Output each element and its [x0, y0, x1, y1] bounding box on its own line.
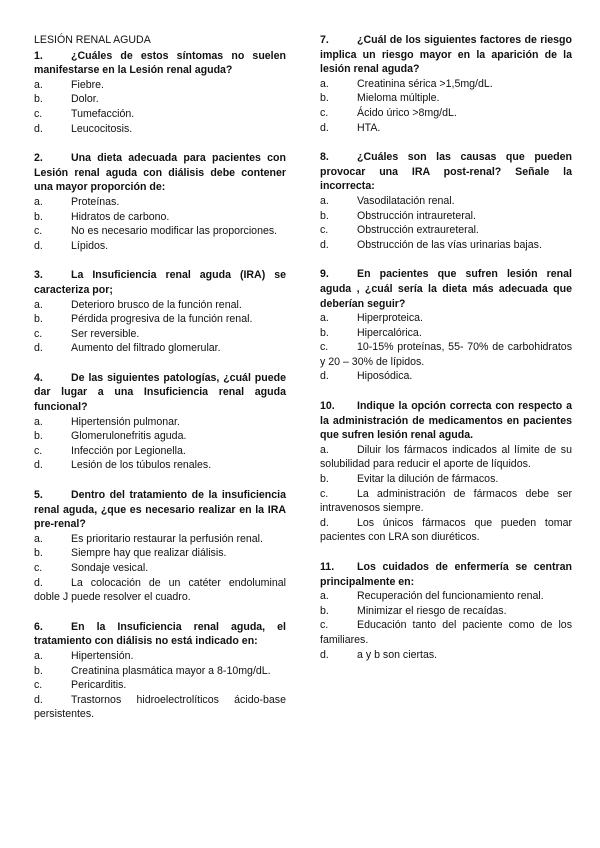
option-text: Lípidos. — [71, 239, 109, 252]
option-c — [320, 618, 572, 647]
option-text: Vasodilatación renal. — [357, 194, 455, 207]
question-number: 8. — [320, 151, 329, 164]
option-d — [34, 693, 286, 722]
option-text: Siempre hay que realizar diálisis. — [71, 547, 227, 560]
option-text: Glomerulonefritis aguda. — [71, 430, 187, 443]
option-text: Ácido úrico >8mg/dL. — [357, 106, 457, 119]
question-stem: Indique la opción correcta con respecto a la administración de medicamentos en pacientes que sufren lesión renal aguda. — [320, 400, 572, 442]
option-c — [34, 561, 286, 576]
option-d — [34, 458, 286, 473]
option-d — [34, 122, 286, 137]
option-letter: b. — [34, 430, 43, 443]
option-b — [320, 209, 572, 224]
option-text: Es prioritario restaurar la perfusión renal. — [71, 532, 263, 545]
option-letter: b. — [34, 547, 43, 560]
option-text: Diluir los fármacos indicados al límite de su solubilidad para reducir el aporte de líquidos. — [320, 443, 572, 471]
question-text — [320, 560, 572, 589]
option-letter: d. — [34, 459, 43, 472]
option-text: Obstrucción intraureteral. — [357, 209, 476, 222]
option-c — [320, 106, 572, 121]
option-text: La colocación de un catéter endoluminal doble J puede resolver el cuadro. — [34, 576, 286, 604]
option-letter: b. — [320, 209, 329, 222]
option-letter: a. — [34, 78, 43, 91]
option-letter: d. — [320, 516, 329, 529]
option-letter: d. — [320, 121, 329, 134]
question-stem: Los cuidados de enfermería se centran principalmente en: — [320, 561, 572, 588]
option-a — [34, 649, 286, 664]
option-text: Hiposódica. — [357, 370, 413, 383]
option-letter: a. — [34, 195, 43, 208]
option-letter: d. — [320, 648, 329, 661]
option-text: Pérdida progresiva de la función renal. — [71, 313, 253, 326]
option-d — [320, 648, 572, 663]
question-stem: La Insuficiencia renal aguda (IRA) se caracteriza por; — [34, 269, 286, 296]
option-letter: b. — [34, 664, 43, 677]
option-a — [320, 311, 572, 326]
question-number: 4. — [34, 371, 43, 384]
option-b — [34, 92, 286, 107]
option-text: Aumento del filtrado glomerular. — [71, 342, 221, 355]
option-a — [320, 77, 572, 92]
question-text — [320, 267, 572, 311]
option-d — [320, 516, 572, 545]
option-letter: c. — [34, 225, 43, 238]
question-text — [34, 151, 286, 195]
question-8 — [320, 150, 572, 252]
option-text: Pericarditis. — [71, 679, 127, 692]
question-number: 1. — [34, 49, 43, 62]
option-d — [320, 369, 572, 384]
option-text: Sondaje vesical. — [71, 562, 149, 574]
option-letter: a. — [34, 532, 43, 545]
question-stem: ¿Cuál de los siguientes factores de riesgo implica un riesgo mayor en la aparición de la lesión renal aguda? — [320, 34, 572, 76]
option-b — [34, 210, 286, 225]
option-text: Hiperproteica. — [357, 312, 423, 325]
option-text: Creatinina plasmática mayor a 8-10mg/dL. — [71, 664, 271, 677]
option-letter: b. — [34, 210, 43, 223]
option-a — [34, 415, 286, 430]
option-letter: c. — [34, 679, 43, 692]
option-text: Hidratos de carbono. — [71, 210, 170, 223]
option-c — [320, 340, 572, 369]
option-text: La administración de fármacos debe ser intravenosos siempre. — [320, 487, 572, 515]
option-d — [34, 239, 286, 254]
question-stem: Dentro del tratamiento de la insuficiencia renal aguda, ¿que es necesario realizar en la IRA pre-renal? — [34, 489, 286, 531]
option-a — [34, 78, 286, 93]
option-text: No es necesario modificar las proporciones. — [71, 225, 278, 238]
question-number: 9. — [320, 268, 329, 281]
question-stem: ¿Cuáles de estos síntomas no suelen manifestarse en la Lesión renal aguda? — [34, 49, 286, 77]
option-text: Leucocitosis. — [71, 122, 133, 135]
option-b — [320, 326, 572, 341]
question-5 — [34, 488, 286, 605]
option-b — [320, 472, 572, 487]
option-c — [34, 444, 286, 459]
option-letter: d. — [320, 370, 329, 383]
option-letter: a. — [34, 298, 43, 311]
question-2 — [34, 151, 286, 253]
question-text — [34, 49, 286, 78]
question-number: 10. — [320, 400, 335, 413]
option-a — [320, 589, 572, 604]
option-d — [320, 238, 572, 253]
option-c — [320, 223, 572, 238]
option-letter: b. — [320, 92, 329, 105]
option-letter: c. — [34, 327, 43, 340]
option-text: Hipertensión pulmonar. — [71, 415, 180, 428]
option-a — [320, 194, 572, 209]
option-text: Deterioro brusco de la función renal. — [71, 298, 242, 311]
option-c — [34, 224, 286, 239]
question-stem: De las siguientes patologías, ¿cuál puede dar lugar a una Insuficiencia renal aguda funcional? — [34, 371, 286, 414]
question-stem: En pacientes que sufren lesión renal aguda , ¿cuál sería la dieta más adecuada que deberían seguir? — [320, 268, 572, 310]
option-text: Recuperación del funcionamiento renal. — [357, 590, 544, 603]
option-letter: c. — [320, 224, 329, 237]
option-letter: c. — [320, 106, 329, 119]
option-letter: b. — [320, 604, 329, 617]
option-text: Fiebre. — [71, 78, 104, 91]
right-column — [320, 33, 572, 677]
option-letter: a. — [320, 312, 329, 325]
option-letter: c. — [320, 487, 329, 500]
question-4 — [34, 371, 286, 473]
question-number: 5. — [34, 489, 43, 502]
option-text: Obstrucción de las vías urinarias bajas. — [357, 238, 542, 251]
option-text: Creatinina sérica >1,5mg/dL. — [357, 77, 493, 90]
option-text: Evitar la dilución de fármacos. — [357, 473, 499, 486]
question-stem: ¿Cuáles son las causas que pueden provocar una IRA post-renal? Señale la incorrecta: — [320, 151, 572, 193]
question-text — [34, 268, 286, 297]
option-letter: d. — [34, 342, 43, 355]
option-letter: c. — [320, 619, 329, 632]
question-number: 7. — [320, 34, 329, 46]
option-letter: b. — [320, 473, 329, 486]
option-c — [34, 107, 286, 122]
option-text: Mieloma múltiple. — [357, 92, 440, 105]
question-7 — [320, 33, 572, 135]
option-b — [34, 312, 286, 327]
question-9 — [320, 267, 572, 384]
option-letter: a. — [320, 77, 329, 90]
option-letter: c. — [320, 341, 329, 354]
option-d — [34, 576, 286, 605]
option-text: Los únicos fármacos que pueden tomar pacientes con LRA son diuréticos. — [320, 516, 572, 544]
option-text: HTA. — [357, 121, 381, 134]
option-letter: d. — [34, 239, 43, 252]
question-stem: En la Insuficiencia renal aguda, el tratamiento con diálisis no está indicado en: — [34, 620, 286, 648]
option-letter: a. — [34, 415, 43, 428]
option-letter: a. — [34, 649, 43, 662]
option-c — [34, 327, 286, 342]
option-b — [34, 546, 286, 561]
option-b — [320, 91, 572, 106]
option-d — [320, 121, 572, 136]
question-3 — [34, 268, 286, 356]
question-11 — [320, 560, 572, 662]
option-d — [34, 341, 286, 356]
option-text: Obstrucción extraureteral. — [357, 224, 479, 237]
option-letter: a. — [320, 590, 329, 603]
question-text — [320, 150, 572, 194]
option-text: Hipertensión. — [71, 649, 134, 662]
option-a — [34, 298, 286, 313]
question-text — [34, 620, 286, 649]
option-b — [320, 604, 572, 619]
question-text — [320, 33, 572, 77]
option-b — [34, 664, 286, 679]
question-number: 6. — [34, 620, 43, 633]
option-text: 10-15% proteínas, 55- 70% de carbohidratos y 20 – 30% de lípidos. — [320, 341, 572, 368]
option-a — [34, 532, 286, 547]
option-letter: d. — [320, 238, 329, 251]
option-text: Dolor. — [71, 93, 99, 106]
option-text: Ser reversible. — [71, 327, 140, 340]
question-number: 3. — [34, 269, 43, 282]
option-letter: d. — [34, 122, 43, 135]
option-letter: b. — [34, 93, 43, 106]
option-letter: b. — [320, 326, 329, 339]
option-letter: b. — [34, 313, 43, 326]
question-1 — [34, 49, 286, 137]
option-c — [34, 678, 286, 693]
left-column — [34, 33, 286, 737]
option-a — [320, 443, 572, 472]
option-text: Lesión de los túbulos renales. — [71, 459, 212, 472]
question-text — [320, 399, 572, 443]
option-text: Tumefacción. — [71, 107, 135, 120]
option-letter: a. — [320, 443, 329, 456]
question-6 — [34, 620, 286, 722]
option-letter: c. — [34, 562, 43, 574]
option-letter: a. — [320, 194, 329, 207]
option-text: a y b son ciertas. — [357, 648, 438, 661]
document-title: LESIÓN RENAL AGUDA — [34, 34, 151, 46]
question-text — [34, 488, 286, 532]
option-text: Hipercalórica. — [357, 326, 422, 339]
question-stem: Una dieta adecuada para pacientes con Lesión renal aguda con diálisis debe contener una mayor proporción de: — [34, 152, 286, 194]
option-letter: d. — [34, 576, 43, 589]
option-letter: d. — [34, 693, 43, 706]
question-10 — [320, 399, 572, 545]
option-a — [34, 195, 286, 210]
question-number: 2. — [34, 152, 43, 165]
option-c — [320, 487, 572, 516]
option-text: Trastornos hidroelectrolíticos ácido-base persistentes. — [34, 693, 286, 721]
option-letter: c. — [34, 444, 43, 457]
question-number: 11. — [320, 561, 335, 573]
option-text: Infección por Legionella. — [71, 444, 186, 457]
option-b — [34, 429, 286, 444]
option-text: Proteínas. — [71, 195, 120, 208]
option-letter: c. — [34, 107, 43, 120]
option-text: Educación tanto del paciente como de los familiares. — [320, 619, 572, 646]
question-text — [34, 371, 286, 415]
option-text: Minimizar el riesgo de recaídas. — [357, 604, 507, 617]
